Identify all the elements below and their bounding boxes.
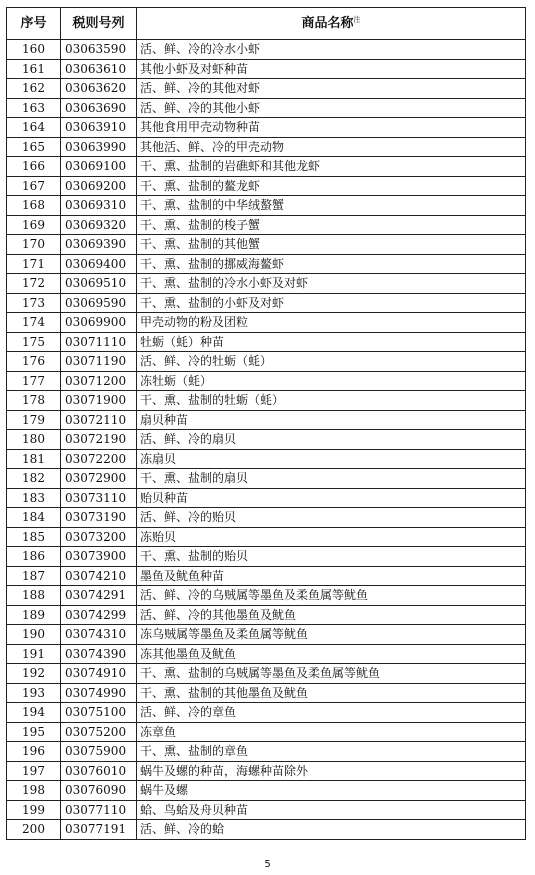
row-product-name: 贻贝种苗	[137, 488, 526, 508]
row-tariff-code: 03063590	[61, 40, 137, 60]
row-product-name: 活、鲜、冷的蛤	[137, 820, 526, 840]
row-seq: 197	[7, 761, 61, 781]
tariff-table	[6, 7, 526, 840]
row-tariff-code: 03073110	[61, 488, 137, 508]
table-row	[7, 157, 526, 177]
table-row	[7, 781, 526, 801]
row-tariff-code: 03074210	[61, 566, 137, 586]
row-tariff-code: 03069590	[61, 293, 137, 313]
table-body	[7, 40, 526, 840]
row-tariff-code: 03076010	[61, 761, 137, 781]
row-product-name: 干、熏、盐制的梭子蟹	[137, 215, 526, 235]
row-seq: 165	[7, 137, 61, 157]
row-product-name: 活、鲜、冷的扇贝	[137, 430, 526, 450]
row-tariff-code: 03063990	[61, 137, 137, 157]
row-seq: 162	[7, 79, 61, 99]
table-row	[7, 59, 526, 79]
row-seq: 198	[7, 781, 61, 801]
row-product-name: 干、熏、盐制的冷水小虾及对虾	[137, 274, 526, 294]
row-product-name: 干、熏、盐制的岩礁虾和其他龙虾	[137, 157, 526, 177]
row-seq: 177	[7, 371, 61, 391]
row-product-name: 蛤、鸟蛤及舟贝种苗	[137, 800, 526, 820]
row-seq: 200	[7, 820, 61, 840]
row-seq: 190	[7, 625, 61, 645]
row-product-name: 活、鲜、冷的乌贼属等墨鱼及柔鱼属等鱿鱼	[137, 586, 526, 606]
table-row	[7, 410, 526, 430]
row-product-name: 冻扇贝	[137, 449, 526, 469]
table-row	[7, 274, 526, 294]
row-product-name: 活、鲜、冷的其他墨鱼及鱿鱼	[137, 605, 526, 625]
table-row	[7, 235, 526, 255]
row-tariff-code: 03077110	[61, 800, 137, 820]
row-seq: 183	[7, 488, 61, 508]
table-row	[7, 761, 526, 781]
row-product-name: 冻其他墨鱼及鱿鱼	[137, 644, 526, 664]
row-tariff-code: 03063610	[61, 59, 137, 79]
table-row	[7, 371, 526, 391]
table-row	[7, 800, 526, 820]
table-row	[7, 352, 526, 372]
row-tariff-code: 03074390	[61, 644, 137, 664]
row-product-name: 墨鱼及鱿鱼种苗	[137, 566, 526, 586]
row-product-name: 活、鲜、冷的冷水小虾	[137, 40, 526, 60]
table-row	[7, 118, 526, 138]
row-seq: 161	[7, 59, 61, 79]
row-tariff-code: 03069900	[61, 313, 137, 333]
row-tariff-code: 03074291	[61, 586, 137, 606]
row-seq: 179	[7, 410, 61, 430]
row-tariff-code: 03077191	[61, 820, 137, 840]
table-row	[7, 664, 526, 684]
row-tariff-code: 03069100	[61, 157, 137, 177]
row-tariff-code: 03074990	[61, 683, 137, 703]
row-product-name: 活、鲜、冷的其他小虾	[137, 98, 526, 118]
row-seq: 163	[7, 98, 61, 118]
table-row	[7, 449, 526, 469]
row-tariff-code: 03069320	[61, 215, 137, 235]
row-product-name: 干、熏、盐制的其他墨鱼及鱿鱼	[137, 683, 526, 703]
row-product-name: 活、鲜、冷的牡蛎（蚝）	[137, 352, 526, 372]
row-tariff-code: 03071200	[61, 371, 137, 391]
table-row	[7, 391, 526, 411]
table-row	[7, 527, 526, 547]
row-seq: 189	[7, 605, 61, 625]
row-tariff-code: 03069400	[61, 254, 137, 274]
row-seq: 187	[7, 566, 61, 586]
table-row	[7, 722, 526, 742]
table-row	[7, 176, 526, 196]
row-tariff-code: 03073200	[61, 527, 137, 547]
row-seq: 184	[7, 508, 61, 528]
row-tariff-code: 03073190	[61, 508, 137, 528]
row-tariff-code: 03072200	[61, 449, 137, 469]
table-row	[7, 586, 526, 606]
row-seq: 164	[7, 118, 61, 138]
table-row	[7, 137, 526, 157]
row-seq: 192	[7, 664, 61, 684]
header-product-name-label: 商品名称	[301, 16, 354, 31]
table-row	[7, 215, 526, 235]
table-row	[7, 469, 526, 489]
row-product-name: 冻章鱼	[137, 722, 526, 742]
row-product-name: 冻乌贼属等墨鱼及柔鱼属等鱿鱼	[137, 625, 526, 645]
row-product-name: 冻贻贝	[137, 527, 526, 547]
row-product-name: 扇贝种苗	[137, 410, 526, 430]
row-tariff-code: 03069310	[61, 196, 137, 216]
row-seq: 195	[7, 722, 61, 742]
row-tariff-code: 03071110	[61, 332, 137, 352]
header-product-name	[137, 8, 526, 40]
row-tariff-code: 03069510	[61, 274, 137, 294]
row-product-name: 蜗牛及螺	[137, 781, 526, 801]
row-seq: 181	[7, 449, 61, 469]
table-row	[7, 820, 526, 840]
row-tariff-code: 03072190	[61, 430, 137, 450]
row-product-name: 活、鲜、冷的贻贝	[137, 508, 526, 528]
table-row	[7, 196, 526, 216]
table-row	[7, 703, 526, 723]
row-tariff-code: 03071900	[61, 391, 137, 411]
row-product-name: 其他小虾及对虾种苗	[137, 59, 526, 79]
row-product-name: 甲壳动物的粉及团粒	[137, 313, 526, 333]
row-seq: 185	[7, 527, 61, 547]
row-tariff-code: 03063690	[61, 98, 137, 118]
table-row	[7, 605, 526, 625]
table-row	[7, 332, 526, 352]
row-product-name: 干、熏、盐制的小虾及对虾	[137, 293, 526, 313]
row-seq: 186	[7, 547, 61, 567]
table-row	[7, 566, 526, 586]
table-row	[7, 40, 526, 60]
row-product-name: 干、熏、盐制的乌贼属等墨鱼及柔鱼属等鱿鱼	[137, 664, 526, 684]
table-row	[7, 254, 526, 274]
row-product-name: 蜗牛及螺的种苗，海螺种苗除外	[137, 761, 526, 781]
row-seq: 199	[7, 800, 61, 820]
header-tariff-code: 税则号列	[61, 8, 137, 40]
row-tariff-code: 03069390	[61, 235, 137, 255]
row-seq: 180	[7, 430, 61, 450]
row-product-name: 干、熏、盐制的贻贝	[137, 547, 526, 567]
row-product-name: 活、鲜、冷的其他对虾	[137, 79, 526, 99]
table-row	[7, 293, 526, 313]
row-product-name: 牡蛎（蚝）种苗	[137, 332, 526, 352]
row-product-name: 干、熏、盐制的鳌龙虾	[137, 176, 526, 196]
row-seq: 191	[7, 644, 61, 664]
row-seq: 167	[7, 176, 61, 196]
table-row	[7, 508, 526, 528]
row-seq: 174	[7, 313, 61, 333]
row-tariff-code: 03076090	[61, 781, 137, 801]
row-seq: 175	[7, 332, 61, 352]
table-row	[7, 488, 526, 508]
row-tariff-code: 03072110	[61, 410, 137, 430]
row-product-name: 干、熏、盐制的挪威海鳌虾	[137, 254, 526, 274]
row-seq: 194	[7, 703, 61, 723]
row-product-name: 活、鲜、冷的章鱼	[137, 703, 526, 723]
table-row	[7, 79, 526, 99]
row-seq: 182	[7, 469, 61, 489]
row-tariff-code: 03063620	[61, 79, 137, 99]
table-header-row	[7, 8, 526, 40]
row-seq: 171	[7, 254, 61, 274]
table-row	[7, 742, 526, 762]
row-tariff-code: 03071190	[61, 352, 137, 372]
row-seq: 169	[7, 215, 61, 235]
row-product-name: 干、熏、盐制的扇贝	[137, 469, 526, 489]
row-product-name: 其他活、鲜、冷的甲壳动物	[137, 137, 526, 157]
row-product-name: 其他食用甲壳动物种苗	[137, 118, 526, 138]
table-row	[7, 644, 526, 664]
table-row	[7, 98, 526, 118]
row-seq: 178	[7, 391, 61, 411]
row-tariff-code: 03074910	[61, 664, 137, 684]
row-seq: 170	[7, 235, 61, 255]
table-row	[7, 547, 526, 567]
row-tariff-code: 03073900	[61, 547, 137, 567]
header-note-marker: 注	[353, 15, 361, 24]
row-product-name: 干、熏、盐制的其他蟹	[137, 235, 526, 255]
table-row	[7, 625, 526, 645]
row-product-name: 干、熏、盐制的中华绒螯蟹	[137, 196, 526, 216]
row-seq: 160	[7, 40, 61, 60]
row-seq: 193	[7, 683, 61, 703]
row-tariff-code: 03063910	[61, 118, 137, 138]
row-seq: 196	[7, 742, 61, 762]
page-number: 5	[264, 859, 271, 870]
row-seq: 188	[7, 586, 61, 606]
row-tariff-code: 03074299	[61, 605, 137, 625]
row-seq: 173	[7, 293, 61, 313]
table-row	[7, 683, 526, 703]
row-tariff-code: 03075900	[61, 742, 137, 762]
row-tariff-code: 03072900	[61, 469, 137, 489]
table-row	[7, 430, 526, 450]
row-product-name: 干、熏、盐制的章鱼	[137, 742, 526, 762]
row-tariff-code: 03074310	[61, 625, 137, 645]
row-seq: 168	[7, 196, 61, 216]
row-seq: 176	[7, 352, 61, 372]
row-tariff-code: 03069200	[61, 176, 137, 196]
row-product-name: 冻牡蛎（蚝）	[137, 371, 526, 391]
row-tariff-code: 03075100	[61, 703, 137, 723]
row-product-name: 干、熏、盐制的牡蛎（蚝）	[137, 391, 526, 411]
row-seq: 166	[7, 157, 61, 177]
header-seq: 序号	[7, 8, 61, 40]
row-seq: 172	[7, 274, 61, 294]
row-tariff-code: 03075200	[61, 722, 137, 742]
table-row	[7, 313, 526, 333]
